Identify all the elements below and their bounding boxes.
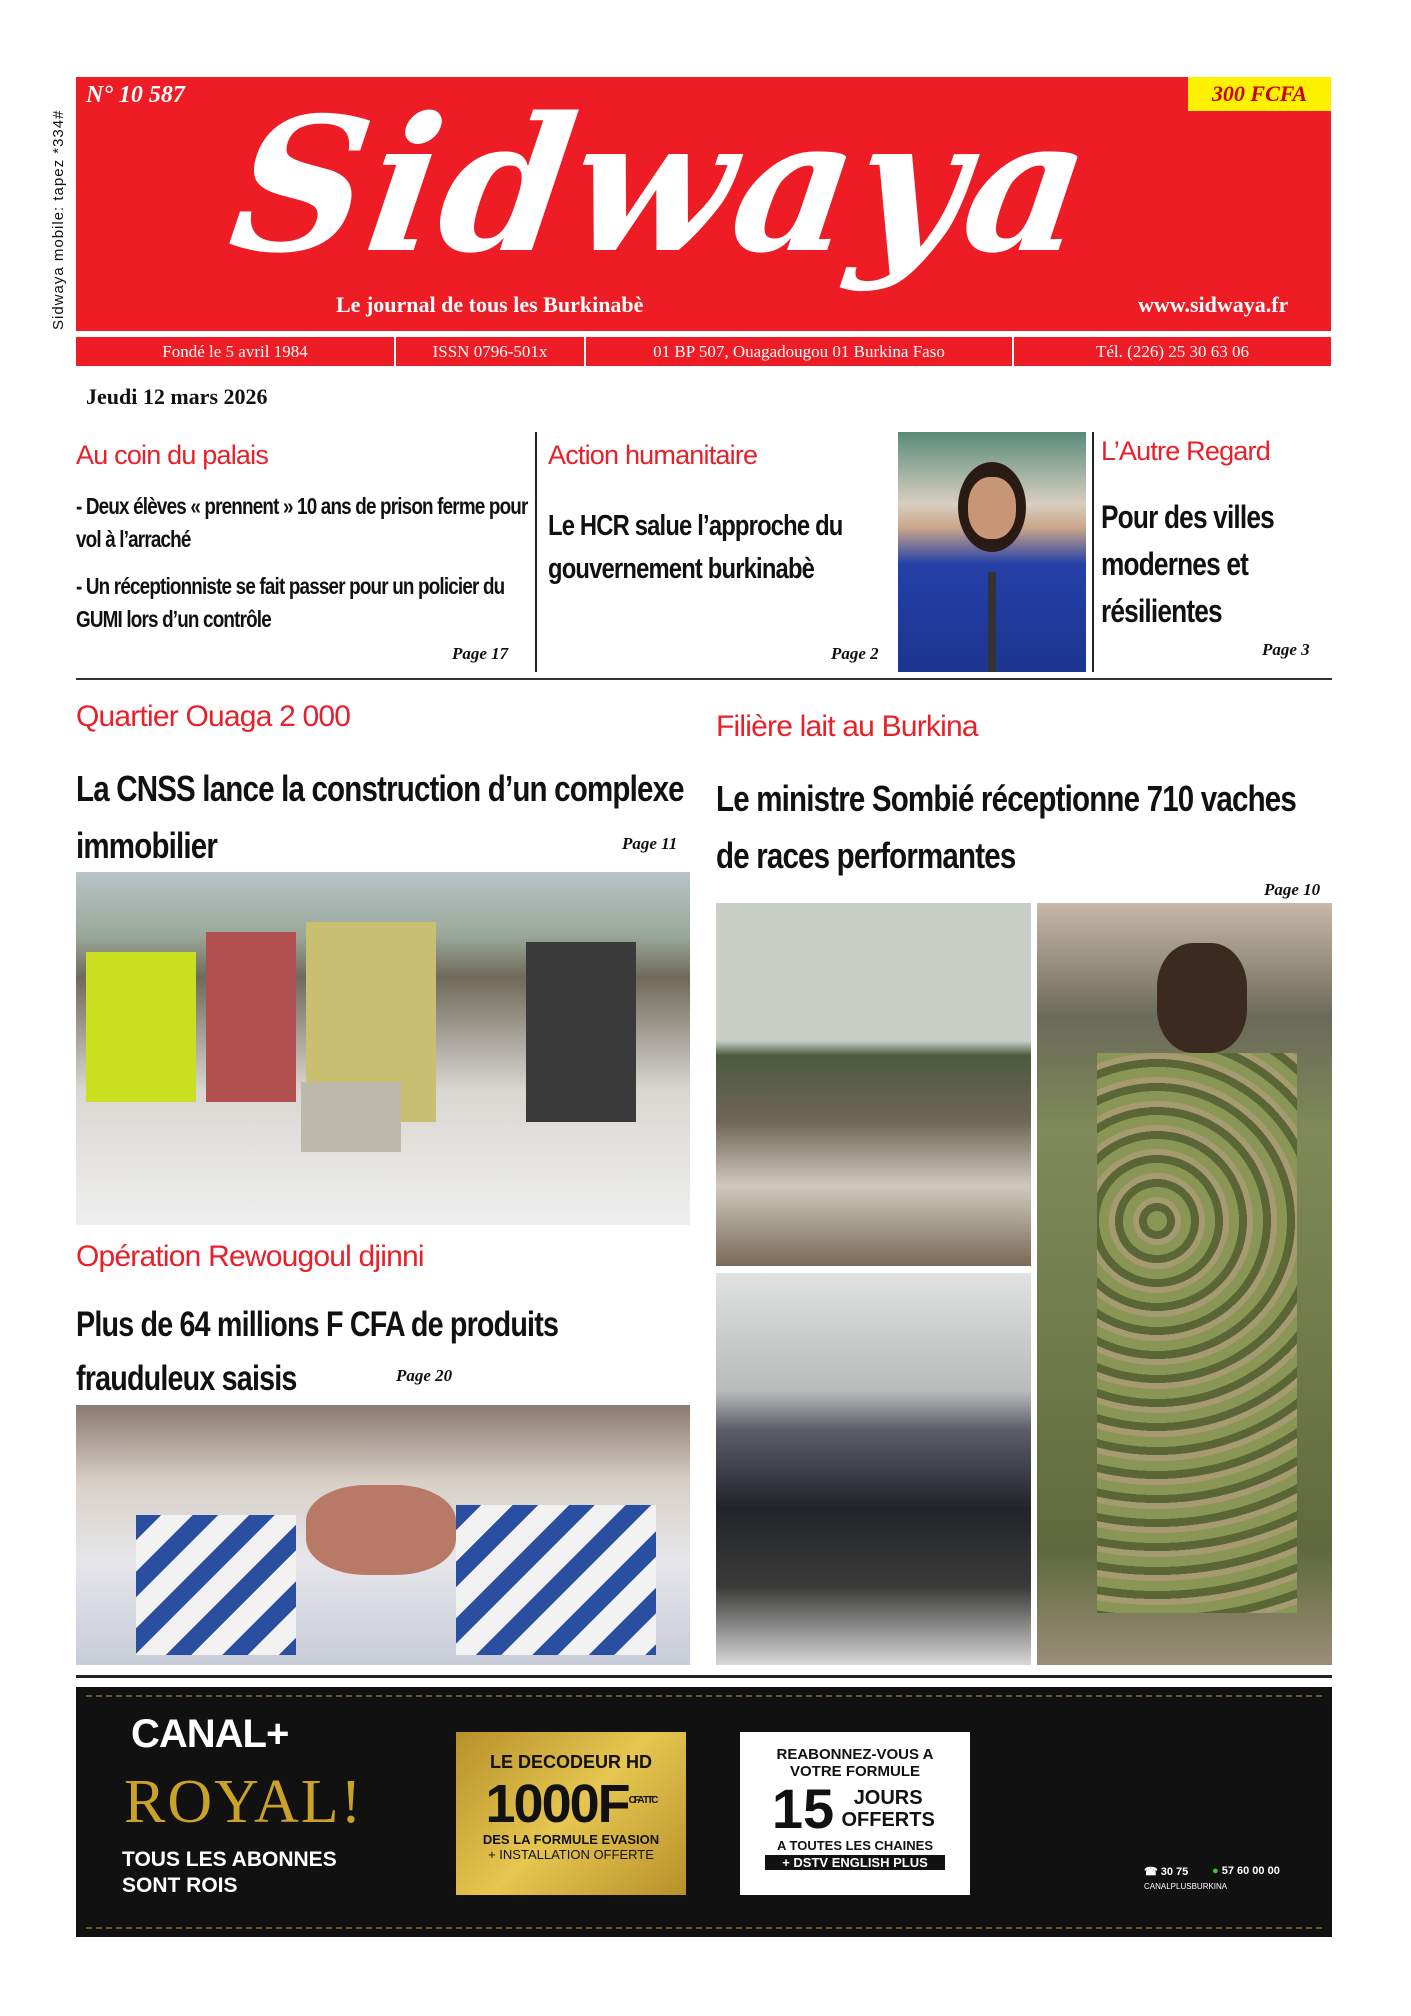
phone: Tél. (226) 25 30 63 06	[1096, 342, 1249, 361]
cnss-photo	[76, 872, 690, 1225]
founded: Fondé le 5 avril 1984	[76, 337, 396, 366]
headline-cnss[interactable]: La CNSS lance la construction d’un complexe immobilier	[76, 768, 684, 866]
whatsapp-icon: ●	[1212, 1865, 1219, 1877]
page-ref: Page 10	[1264, 880, 1321, 899]
page-ref: Page 20	[396, 1366, 453, 1385]
kicker-regard: L’Autre Regard	[1101, 436, 1270, 466]
website-link[interactable]: www.sidwaya.fr	[1138, 292, 1289, 317]
fraude-photo	[76, 1405, 690, 1665]
address: 01 BP 507, Ouagadougou 01 Burkina Faso	[586, 337, 1014, 366]
headline-hcr[interactable]: Le HCR salue l’approche du gouvernement burkinabè	[548, 510, 843, 585]
headline-lait[interactable]: Le ministre Sombié réceptionne 710 vaches de races performantes	[716, 778, 1296, 876]
reabo-dstv: + DSTV ENGLISH PLUS	[765, 1855, 945, 1870]
ad-slogan: TOUS LES ABONNES SONT ROIS	[122, 1848, 337, 1897]
reabo-offer	[740, 1732, 970, 1895]
issn: ISSN 0796-501x	[396, 337, 586, 366]
tagline: Le journal de tous les Burkinabè	[336, 292, 644, 317]
ad-phone-1	[1144, 1865, 1188, 1878]
section-divider	[76, 1675, 1332, 1678]
canal-logo: CANAL+	[131, 1712, 289, 1756]
page-ref: Page 3	[1262, 640, 1310, 659]
kicker-hcr: Action humanitaire	[548, 440, 758, 470]
cows-photo-1	[716, 903, 1031, 1266]
page-ref: Page 2	[831, 644, 879, 663]
kicker-cnss: Quartier Ouaga 2 000	[76, 700, 351, 733]
price-badge: 300 FCFA	[1188, 77, 1331, 111]
reabo-offered: JOURS OFFERTS	[841, 1787, 935, 1831]
logo: Sidwaya	[219, 76, 1105, 294]
decoder-price	[456, 1773, 686, 1832]
decoder-formula: DES LA FORMULE EVASION	[482, 1832, 660, 1847]
palais-item-1[interactable]: - Deux élèves « prennent » 10 ans de prison ferme pour vol à l’arraché	[76, 493, 528, 552]
divider	[1092, 432, 1094, 672]
issue-date: Jeudi 12 mars 2026	[86, 384, 268, 409]
reabo-title: REABONNEZ-VOUS A VOTRE FORMULE	[776, 1746, 934, 1780]
decoder-title: LE DECODEUR HD	[489, 1752, 652, 1772]
royal-logo: ROYAL!	[124, 1768, 364, 1836]
decoder-offer	[456, 1732, 686, 1895]
decoder-price-value: 1000F	[485, 1774, 629, 1834]
mobile-shortcode: Sidwaya mobile: tapez *334#	[50, 109, 67, 330]
phone-icon: ☎	[1144, 1866, 1158, 1878]
decoder-install: + INSTALLATION OFFERTE	[488, 1847, 654, 1862]
page-ref: Page 11	[622, 834, 678, 853]
issue-number: N° 10 587	[86, 82, 185, 108]
headline-fraude[interactable]: Plus de 64 millions F CFA de produits frauduleux saisis	[76, 1305, 559, 1398]
headline-regard[interactable]: Pour des villes modernes et résilientes	[1101, 499, 1274, 629]
reabo-days: 15	[771, 1777, 835, 1840]
decoder-price-unit: CFA TTC	[628, 1795, 657, 1806]
section-divider	[76, 678, 1332, 680]
divider	[535, 432, 537, 672]
info-bar	[76, 337, 1331, 366]
ad-phone-2	[1212, 1865, 1280, 1877]
hcr-photo	[898, 432, 1086, 672]
kicker-palais: Au coin du palais	[76, 440, 269, 470]
minister-photo	[1037, 903, 1332, 1665]
page-ref: Page 17	[452, 644, 509, 663]
kicker-fraude: Opération Rewougoul djinni	[76, 1240, 424, 1273]
ad-phone-2-value: 57 60 00 00	[1221, 1865, 1280, 1877]
ad-border	[86, 1927, 1322, 1929]
ad-social: CANALPLUSBURKINA	[1144, 1882, 1228, 1891]
kicker-lait: Filière lait au Burkina	[716, 710, 978, 743]
cows-photo-2	[716, 1273, 1031, 1665]
reabo-channels: A TOUTES LES CHAINES	[776, 1838, 934, 1853]
ad-phone-1-value: 30 75	[1160, 1866, 1189, 1878]
palais-item-2[interactable]: - Un réceptionniste se fait passer pour un policier du GUMI lors d’un contrôle	[76, 573, 505, 632]
canal-plus-ad[interactable]	[76, 1687, 1332, 1937]
ad-border	[86, 1695, 1322, 1697]
